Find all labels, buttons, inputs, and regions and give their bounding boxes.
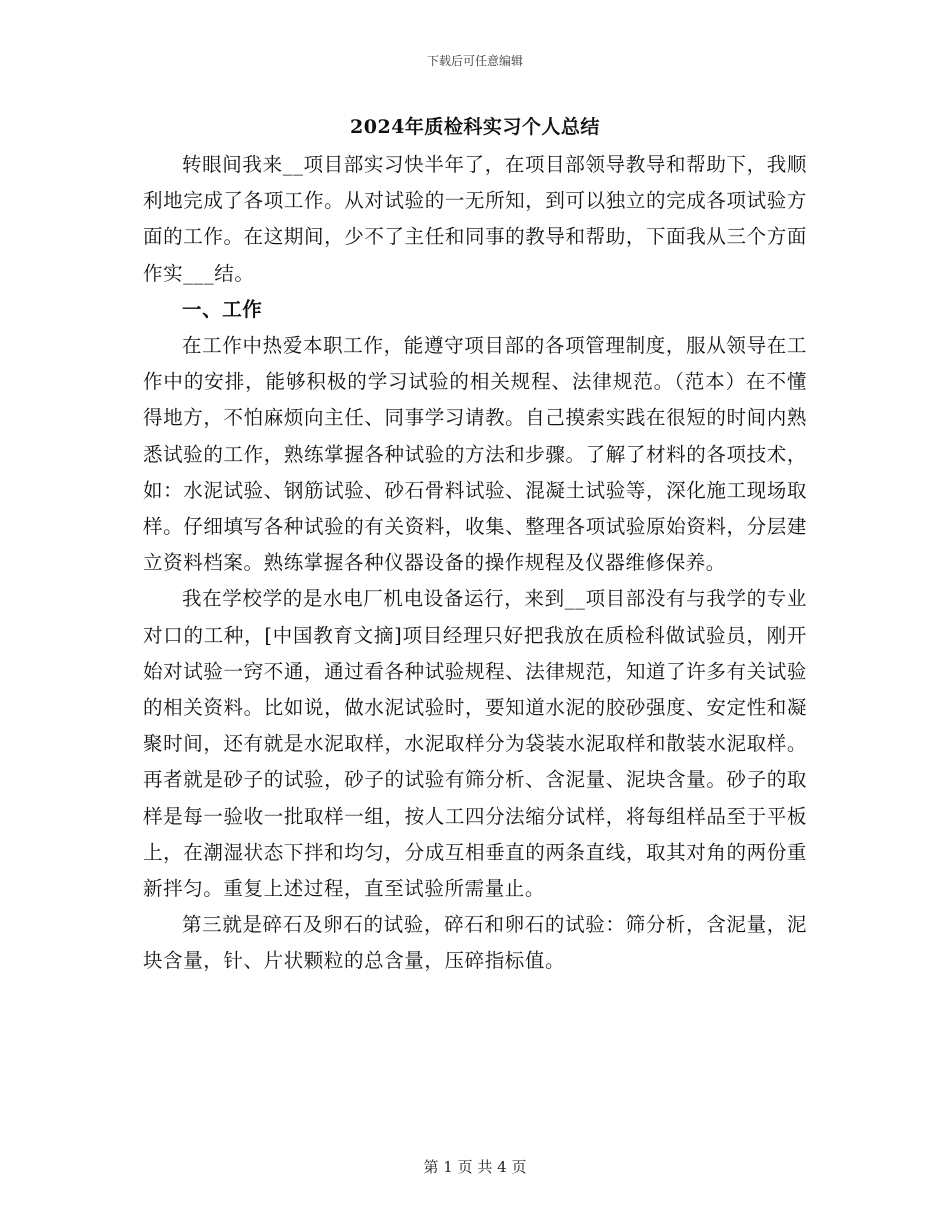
intro-paragraph: 转眼间我来__项目部实习快半年了，在项目部领导教导和帮助下，我顺利地完成了各项工作。从对试验的一无所知，到可以独立的完成各项试验方面的工作。在这期间，少不了主任和同事的教导和帮助，下面我从三个方面作实___结。 <box>143 153 807 285</box>
document-body <box>143 147 807 980</box>
gravel-test-paragraph: 第三就是碎石及卵石的试验，碎石和卵石的试验：筛分析，含泥量，泥块含量，针、片状颗粒的总含量，压碎指标值。 <box>143 913 807 973</box>
work-paragraph: 在工作中热爱本职工作，能遵守项目部的各项管理制度，服从领导在工作中的安排，能够积极的学习试验的相关规程、法律规范。（范本）在不懂得地方，不怕麻烦向主任、同事学习请教。自己摸索实践在很短的时间内熟悉试验的工作，熟练掌握各种试验的方法和步骤。了解了材料的各项技术，如：水泥试验、钢筋试验、砂石骨料试验、混凝土试验等，深化施工现场取样。仔细填写各种试验的有关资料，收集、整理各项试验原始资料，分层建立资料档案。熟练掌握各种仪器设备的操作规程及仪器维修保养。 <box>143 334 807 575</box>
study-paragraph: 我在学校学的是水电厂机电设备运行，来到__项目部没有与我学的专业对口的工种，[中国教育文摘]项目经理只好把我放在质检科做试验员，刚开始对试验一窍不通，通过看各种试验规程、法律规范，知道了许多有关试验的相关资料。比如说，做水泥试验时，要知道水泥的胶砂强度、安定性和凝聚时间，还有就是水泥取样，水泥取样分为袋装水泥取样和散装水泥取样。再者就是砂子的试验，砂子的试验有筛分析、含泥量、泥块含量。砂子的取样是每一验收一批取样一组，按人工四分法缩分试样，将每组样品至于平板上，在潮湿状态下拌和均匀，分成互相垂直的两条直线，取其对角的两份重新拌匀。重复上述过程，直至试验所需量止。 <box>143 587 807 901</box>
document-title: 2024年质检科实习个人总结 <box>350 116 600 138</box>
page-header-note: 下载后可任意编辑 <box>426 54 523 68</box>
section-heading-work: 一、工作 <box>182 297 263 321</box>
page-number: 第 1 页 共 4 页 <box>423 1158 527 1176</box>
